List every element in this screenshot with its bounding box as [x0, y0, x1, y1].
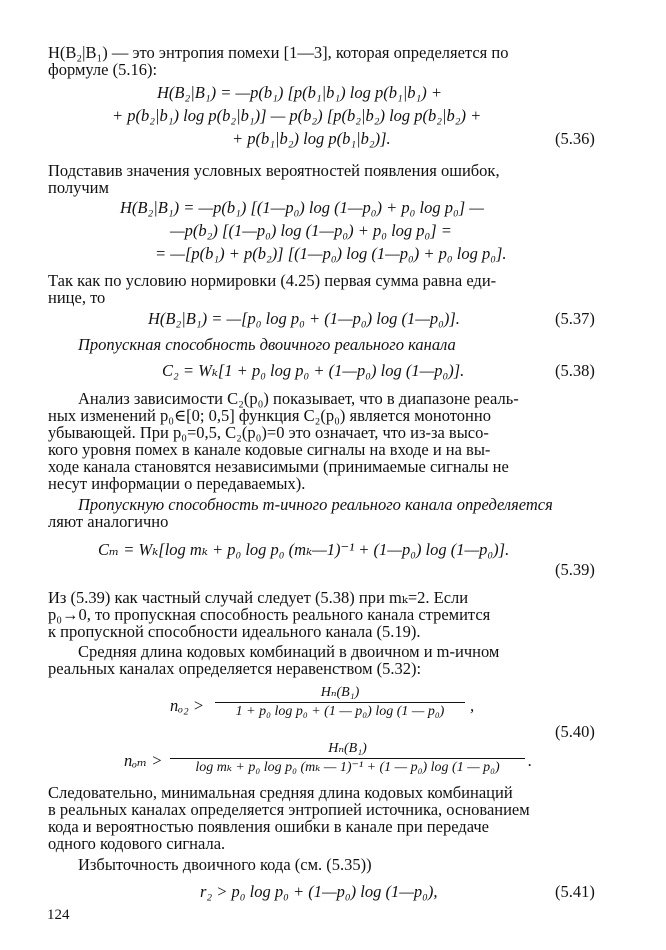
- fraction-numerator: Hₙ(B₁): [320, 685, 360, 700]
- fraction-denominator: log mₖ + p₀ log p₀ (mₖ — 1)⁻¹ + (1 — p₀) log (1 — p₀): [195, 760, 500, 775]
- equation-line: + p(b₁|b₂) log p(b₁|b₂)].: [232, 129, 391, 148]
- equation-line: —p(b₂) [(1—p₀) log (1—p₀) + p₀ log p₀] =: [170, 221, 452, 240]
- equation-number: (5.37): [555, 309, 595, 328]
- equation-line: C₂ = Wₖ[1 + p₀ log p₀ + (1—p₀) log (1—p₀)].: [162, 361, 465, 380]
- equation-line: = —[p(b₁) + p(b₂)] [(1—p₀) log (1—p₀) + p₀ log p₀].: [155, 244, 507, 263]
- text-line: кода и вероятностью появления ошибки в канале при передаче: [48, 817, 489, 836]
- text-line: одного кодового сигнала.: [48, 834, 226, 853]
- text-line: p₀→0, то пропускная способность реального канала стремится: [48, 605, 491, 624]
- text-line: Так как по условию нормировки (4.25) первая сумма равна еди-: [48, 271, 497, 290]
- text-line: H(B₂|B₁) — это энтропия помехи [1—3], которая определяется по: [48, 43, 509, 62]
- equation-number: (5.39): [555, 560, 595, 579]
- equation-line: Cₘ = Wₖ[log mₖ + p₀ log p₀ (mₖ—1)⁻¹ + (1—p₀) log (1—p₀)].: [98, 540, 510, 559]
- equation-lhs: nₒₘ >: [124, 751, 163, 770]
- text-line: ляют аналогично: [48, 512, 169, 531]
- section-heading: Пропускная способность двоичного реального канала: [78, 335, 456, 354]
- page-number: 124: [47, 907, 70, 923]
- equation-lhs: nₒ₂ >: [170, 696, 204, 715]
- text-line: убывающей. При p₀=0,5, C₂(p₀)=0 это означает, что из-за высо-: [48, 423, 489, 442]
- text-line: получим: [48, 178, 109, 197]
- text-line: в реальных каналах определяется энтропией источника, основанием: [48, 800, 530, 819]
- equation-line: + p(b₂|b₁) log p(b₂|b₁)] — p(b₂) [p(b₂|b₂) log p(b₂|b₂) +: [112, 106, 482, 125]
- equation-number: (5.38): [555, 361, 595, 380]
- text-line: формуле (5.16):: [48, 60, 158, 79]
- equation-number: (5.40): [555, 722, 595, 741]
- fraction-numerator: Hₙ(B₁): [328, 741, 367, 756]
- text-line: нице, то: [48, 288, 106, 307]
- equation-line: H(B₂|B₁) = —p(b₁) [p(b₁|b₁) log p(b₁|b₁) +: [157, 83, 442, 102]
- text-line: Следовательно, минимальная средняя длина кодовых комбинаций: [48, 783, 513, 802]
- text-line: Анализ зависимости C₂(p₀) показывает, что в диапазоне реаль-: [78, 389, 519, 408]
- text-line: Подставив значения условных вероятностей появления ошибок,: [48, 161, 500, 180]
- equation-line: H(B₂|B₁) = —p(b₁) [(1—p₀) log (1—p₀) + p₀ log p₀] —: [120, 198, 484, 217]
- text-line: ходе канала становятся независимыми (принимаемые сигналы не: [48, 457, 509, 476]
- text-line: Избыточность двоичного кода (см. (5.35)): [78, 855, 372, 874]
- equation-tail: ,: [470, 696, 475, 715]
- text-line: ных изменений p₀∈[0; 0,5] функция C₂(p₀) является монотонно: [48, 406, 491, 425]
- equation-number: (5.36): [555, 129, 595, 148]
- text-line: реальных каналах определяется неравенством (5.32):: [48, 659, 422, 678]
- text-line: кого уровня помех в канале кодовые сигналы на входе и на вы-: [48, 440, 491, 459]
- text-line: несут информации о передаваемых).: [48, 474, 306, 493]
- text-line: к пропускной способности идеального канала (5.19).: [48, 622, 421, 641]
- equation-tail: .: [528, 751, 533, 770]
- equation-line: H(B₂|B₁) = —[p₀ log p₀ + (1—p₀) log (1—p₀)].: [148, 309, 460, 328]
- equation-number: (5.41): [555, 882, 595, 901]
- text-line: Из (5.39) как частный случай следует (5.38) при mₖ=2. Если: [48, 588, 469, 607]
- equation-line: r₂ > p₀ log p₀ + (1—p₀) log (1—p₀),: [200, 882, 438, 901]
- text-line: Пропускную способность m-ичного реального канала определяется: [78, 495, 553, 514]
- text-line: Средняя длина кодовых комбинаций в двоичном и m-ичном: [78, 642, 500, 661]
- fraction-denominator: 1 + p₀ log p₀ + (1 — p₀) log (1 — p₀): [235, 704, 445, 719]
